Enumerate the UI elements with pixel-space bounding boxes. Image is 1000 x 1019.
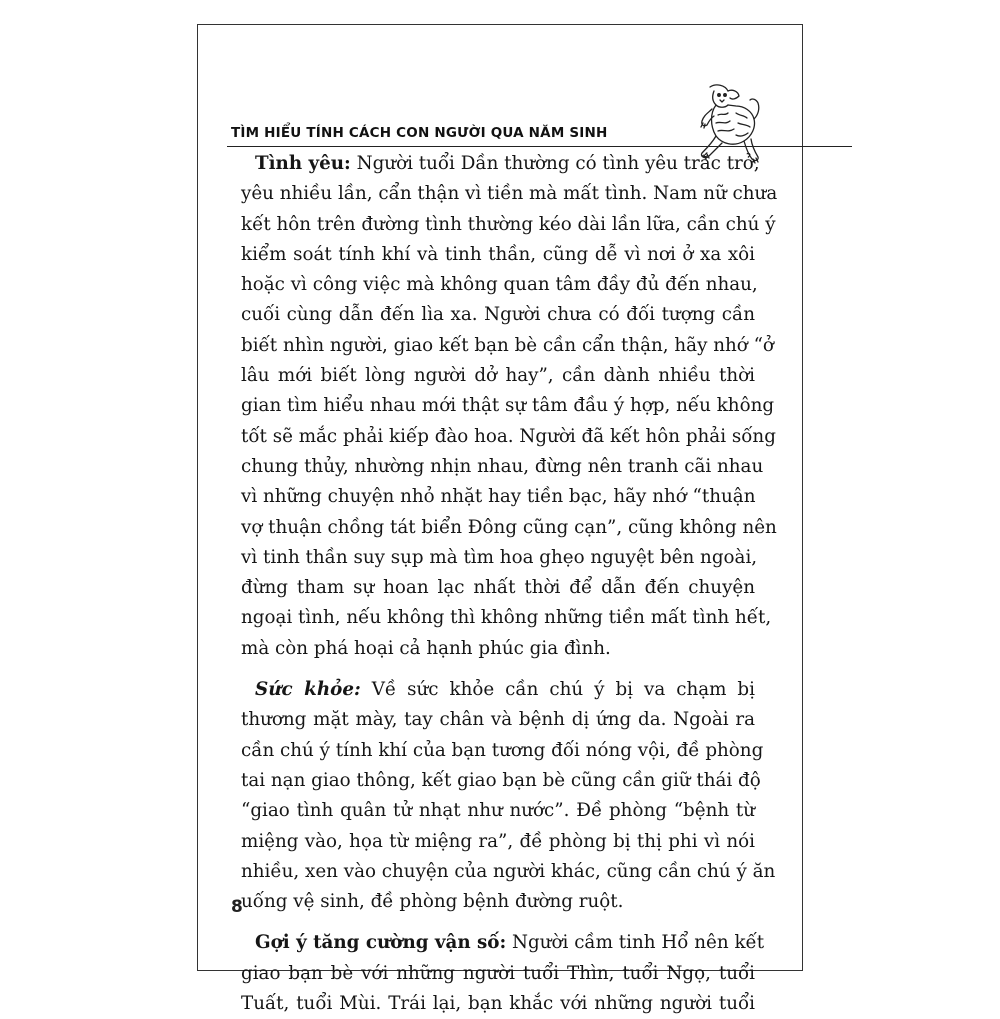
paragraph-line: hoặc vì công việc mà không quan tâm đầy đủ đến nhau, [241,274,758,296]
paragraph-line: yêu nhiều lần, cẩn thận vì tiền mà mất tình. Nam nữ chưa [241,183,778,205]
paragraph-gap [241,664,755,675]
paragraph-line: lâu mới biết lòng người dở hay”, cần dành nhiều thời [241,365,755,387]
paragraph-gap [241,917,755,928]
paragraph-line: kiểm soát tính khí và tinh thần, cũng dễ vì nơi ở xa xôi [241,243,755,265]
paragraph-line: tốt sẽ mắc phải kiếp đào hoa. Người đã kết hôn phải sống [241,425,776,447]
running-header-title: TÌM HIỂU TÍNH CÁCH CON NGƯỜI QUA NĂM SINH [231,125,608,141]
paragraph-line: đừng tham sự hoan lạc nhất thời để dẫn đến chuyện [241,577,755,599]
paragraph-line: biết nhìn người, giao kết bạn bè cần cẩn thận, hãy nhớ “ở [241,334,774,356]
section-heading: Gợi ý tăng cường vận số: [255,932,507,954]
section-heading: Sức khỏe: [255,679,361,701]
paragraph-line: “giao tình quân tử nhạt như nước”. Đề phòng “bệnh từ [241,800,755,822]
paragraph-line: nhiều, xen vào chuyện của người khác, cũng cần chú ý ăn [241,860,776,882]
body-text [241,149,778,1019]
paragraph-line: vì tinh thần suy sụp mà tìm hoa ghẹo nguyệt bên ngoài, [241,546,758,568]
paragraph-line: Tuất, tuổi Mùi. Trái lại, bạn khắc với những người tuổi [241,993,755,1015]
paragraph-line: mà còn phá hoại cả hạnh phúc gia đình. [241,637,611,659]
paragraph-line: Sức khỏe: Về sức khỏe cần chú ý bị va chạm bị [255,679,755,701]
paragraph-line: uống vệ sinh, đề phòng bệnh đường ruột. [241,891,624,913]
paragraph-line: giao bạn bè với những người tuổi Thìn, tuổi Ngọ, tuổi [241,962,755,984]
paragraph-line: miệng vào, họa từ miệng ra”, đề phòng bị thị phi vì nói [241,830,755,852]
paragraph-line: tai nạn giao thông, kết giao bạn bè cũng cần giữ thái độ [241,769,761,791]
paragraph-line: chung thủy, nhường nhịn nhau, đừng nên tranh cãi nhau [241,455,764,477]
page-number: 8 [231,897,243,917]
paragraph-line: ngoại tình, nếu không thì không những tiền mất tình hết, [241,607,772,629]
paragraph-line: Gợi ý tăng cường vận số: Người cầm tinh Hổ nên kết [255,932,765,954]
paragraph-line: vợ thuận chồng tát biển Đông cũng cạn”, cũng không nên [241,516,777,538]
paragraph-line: cuối cùng dẫn đến lìa xa. Người chưa có đối tượng cần [241,304,755,326]
paragraph-line: gian tìm hiểu nhau mới thật sự tâm đầu ý hợp, nếu không [241,395,775,417]
paragraph-line: vì những chuyện nhỏ nhặt hay tiền bạc, hãy nhớ “thuận [241,486,756,508]
paragraph-line: Tình yêu: Người tuổi Dần thường có tình yêu trắc trở, [255,153,760,174]
book-page [197,24,803,1015]
paragraph-line: cần chú ý tính khí của bạn tương đối nóng vội, đề phòng [241,739,764,761]
section-heading: Tình yêu: [255,153,351,174]
paragraph-line: thương mặt mày, tay chân và bệnh dị ứng da. Ngoài ra [241,709,755,731]
paragraph-line: kết hôn trên đường tình thường kéo dài lần lữa, cần chú ý [241,213,776,235]
